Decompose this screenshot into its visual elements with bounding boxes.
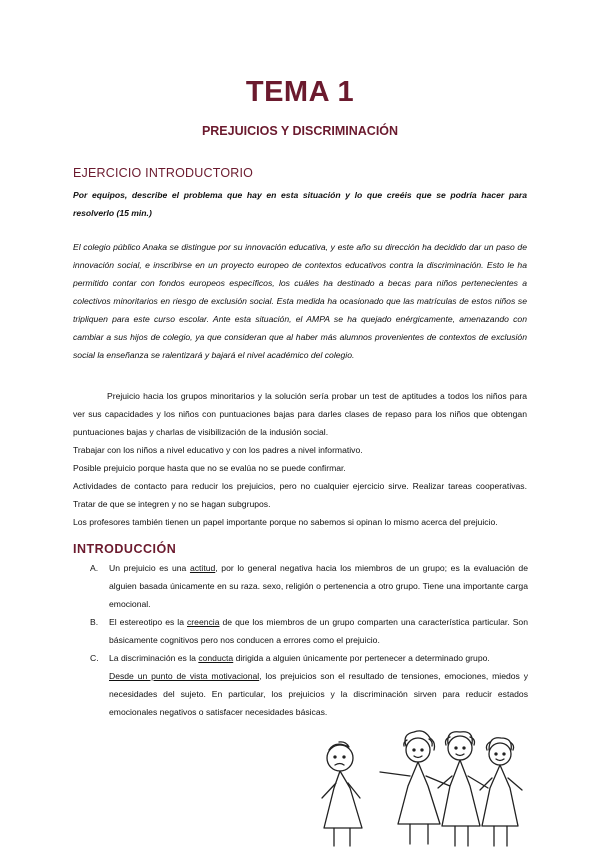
introduction-list	[90, 559, 528, 721]
answer-paragraph: Trabajar con los niños a nivel educativo y con los padres a nivel informativo.	[73, 445, 363, 455]
list-marker: A.	[90, 563, 99, 573]
answer-paragraph: Los profesores también tienen un papel importante porque no sabemos si opinan lo mismo acerca del prejuicio.	[73, 517, 498, 527]
exercise-answers	[73, 387, 527, 531]
list-marker: B.	[90, 617, 99, 627]
answer-paragraph: Posible prejuicio porque hasta que no se evalúa no se puede confirmar.	[73, 463, 346, 473]
introduction-heading: INTRODUCCIÓN	[73, 542, 177, 556]
answer-paragraph: Prejuicio hacia los grupos minoritarios y la solución sería probar un test de aptitudes a todos los niños para ver sus capacidades y los niños con puntuaciones bajas para darles clases de repaso para los niños que obtengan puntuaciones bajas y charlas de visibilización de la indusión social.	[73, 391, 527, 437]
list-item: C. La discriminación es la conducta dirigida a alguien únicamente por pertenecer a determinado grupo. Desde un punto de vista motivacional, los prejuicios son el resultado de tensiones, emociones, miedos y necesidades del sujeto. En particular, los prejuicios y la discriminación sirven para reducir estados emocionales negativos o satisfacer necesidades básicas.	[90, 649, 528, 721]
term-actitud: actitud	[189, 563, 216, 573]
list-marker: C.	[90, 653, 99, 663]
answer-paragraph: Actividades de contacto para reducir los prejuicios, pero no cualquier ejercicio sirve. Realizar tareas cooperativas. Tratar de que se integren y no se hagan subgrupos.	[73, 481, 527, 509]
list-item: B. El estereotipo es la creencia de que los miembros de un grupo comparten una característica particular. Son básicamente cognitivos pero nos conducen a errores como el prejuicio.	[90, 613, 528, 649]
term-motivacional: Desde un punto de vista motivacional	[109, 671, 260, 681]
list-item: A. Un prejuicio es una actitud, por lo general negativa hacia los miembros de un grupo; es la evaluación de alguien basada únicamente en su raza. sexo, religión o pertenencia a otro grupo. Tiene una importante carga emocional.	[90, 559, 528, 613]
exercise-case-text: El colegio público Anaka se distingue por su innovación educativa, y este año su dirección ha decidido dar un paso de innovación social, e inscribirse en un proyecto europeo de contextos educativos contra la discriminación. Esto le ha permitido contar con fondos europeos específicos, los cuáles ha destinado a becas para niños pertenecientes a colectivos minoritarios en riesgo de exclusión social. Esta medida ha ocasionado que las matrículas de estos niños se tripliquen para este curso escolar. Ante esta situación, el AMPA se ha quejado enérgicamente, amenazando con cambiar a sus hijos de colegio, ya que consideran que al haber más alumnos provenientes de contextos de exclusión social la enseñanza se ralentizará y bajará el nivel académico del colegio.	[73, 242, 527, 360]
group-child-figure	[480, 738, 522, 846]
excluded-child-figure	[322, 742, 362, 846]
children-excluding-one-drawing-icon	[300, 728, 530, 848]
page-title: TEMA 1	[245, 76, 355, 108]
page-subtitle: PREJUICIOS Y DISCRIMINACIÓN	[201, 124, 399, 138]
exercise-prompt: Por equipos, describe el problema que hay en esta situación y lo que creéis que se podría hacer para resolverlo (15 min.)	[73, 190, 527, 218]
term-conducta: conducta	[198, 653, 234, 663]
exercise-heading: EJERCICIO INTRODUCTORIO	[73, 166, 254, 180]
term-creencia: creencia	[187, 617, 220, 627]
